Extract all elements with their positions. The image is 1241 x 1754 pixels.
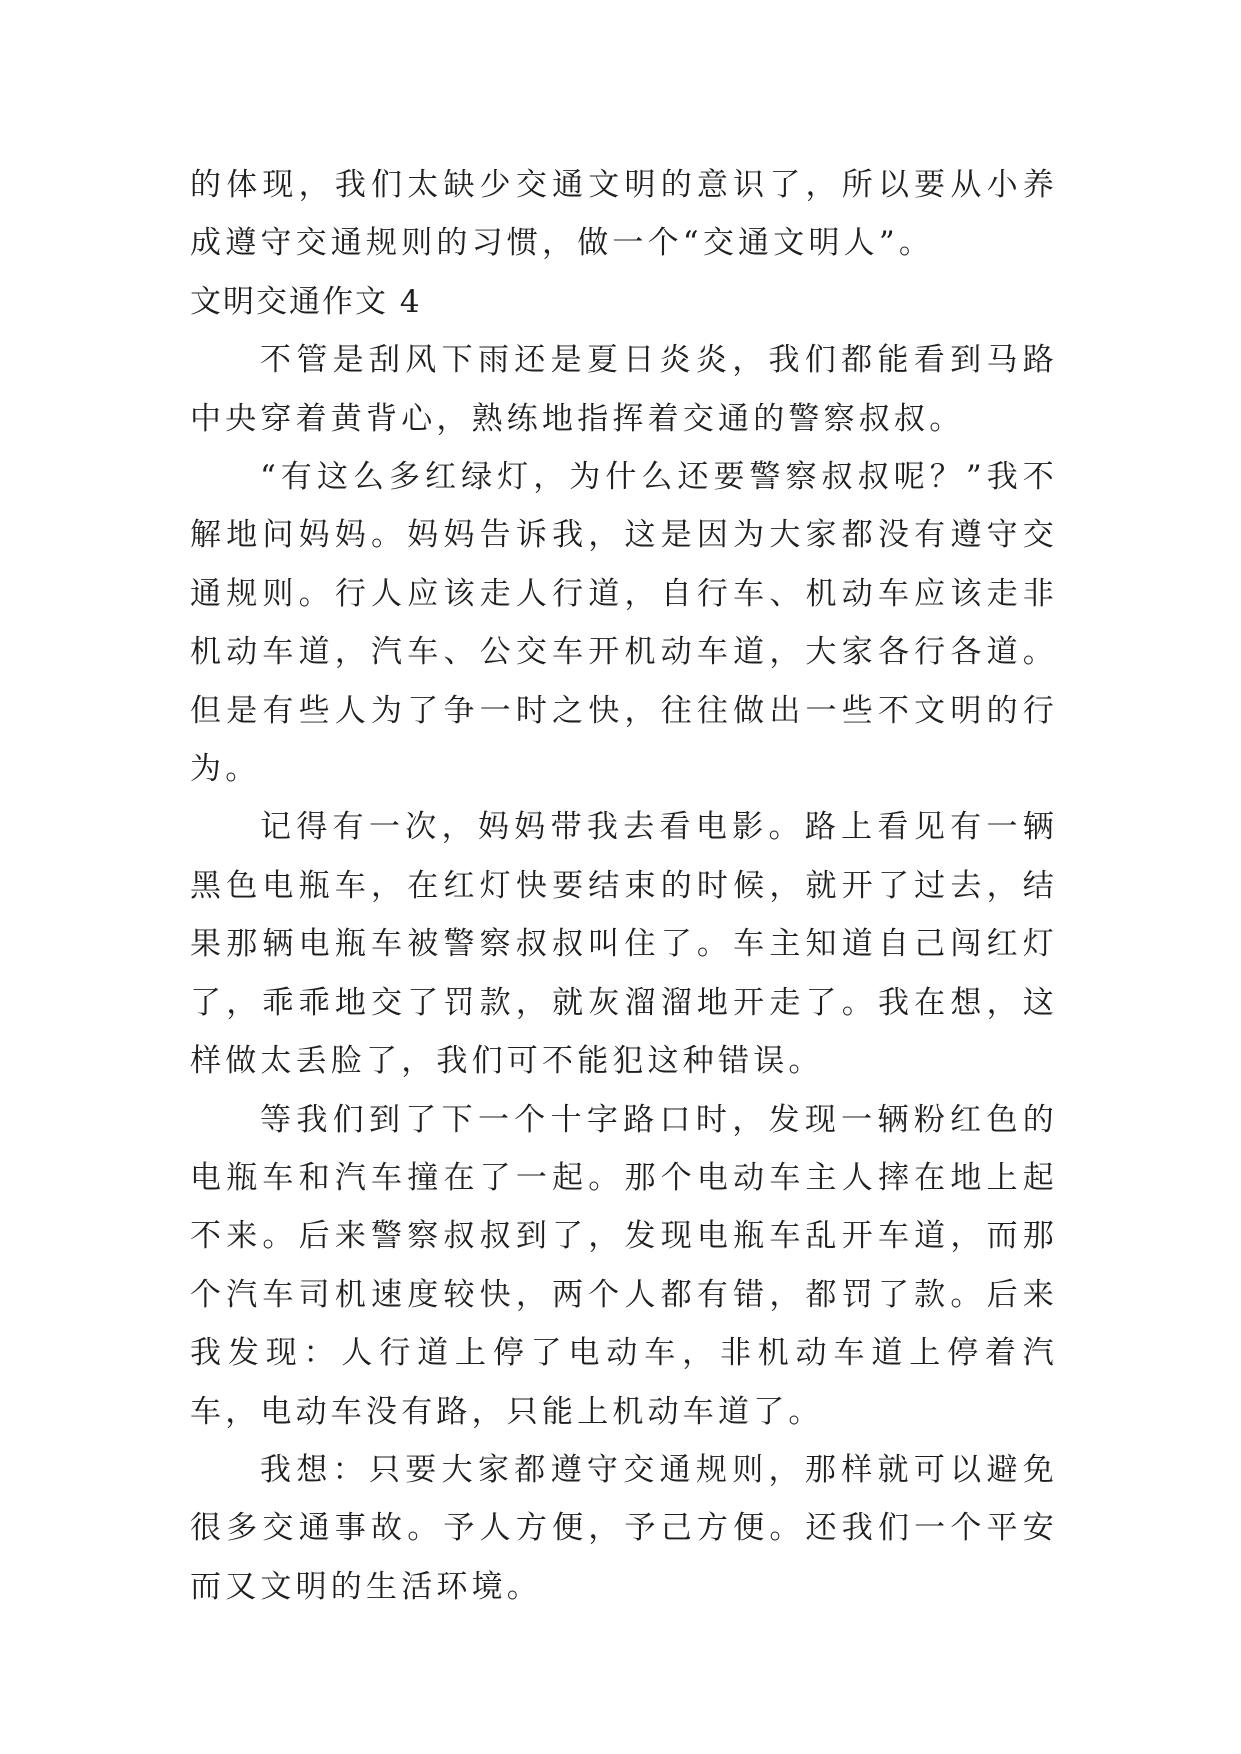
paragraph: “有这么多红绿灯，为什么还要警察叔叔呢？”我不解地问妈妈。妈妈告诉我，这是因为大家都没有遵守交通规则。行人应该走人行道，自行车、机动车应该走非机动车道，汽车、公交车开机动车道，大家各行各道。但是有些人为了争一时之快，往往做出一些不文明的行为。 — [190, 459, 1058, 788]
paragraph: 记得有一次，妈妈带我去看电影。路上看见有一辆黑色电瓶车，在红灯快要结束的时候，就开了过去，结果那辆电瓶车被警察叔叔叫住了。车主知道自己闯红灯了，乖乖地交了罚款，就灰溜溜地开走了。我在想，这样做太丢脸了，我们可不能犯这种错误。 — [190, 809, 1058, 1080]
paragraph: 不管是刮风下雨还是夏日炎炎，我们都能看到马路中央穿着黄背心，熟练地指挥着交通的警察叔叔。 — [190, 342, 1058, 437]
essay-body — [190, 156, 1058, 1616]
paragraph: 等我们到了下一个十字路口时，发现一辆粉红色的电瓶车和汽车撞在了一起。那个电动车主人摔在地上起不来。后来警察叔叔到了，发现电瓶车乱开车道，而那个汽车司机速度较快，两个人都有错，都罚了款。后来我发现：人行道上停了电动车，非机动车道上停着汽车，电动车没有路，只能上机动车道了。 — [190, 1101, 1058, 1430]
paragraph-continued: 的体现，我们太缺少交通文明的意识了，所以要从小养成遵守交通规则的习惯，做一个“交通文明人”。 — [190, 167, 1058, 262]
essay-heading: 文明交通作文 4 — [190, 283, 422, 320]
paragraph: 我想：只要大家都遵守交通规则，那样就可以避免很多交通事故。予人方便，予己方便。还我们一个平安而又文明的生活环境。 — [190, 1451, 1058, 1605]
